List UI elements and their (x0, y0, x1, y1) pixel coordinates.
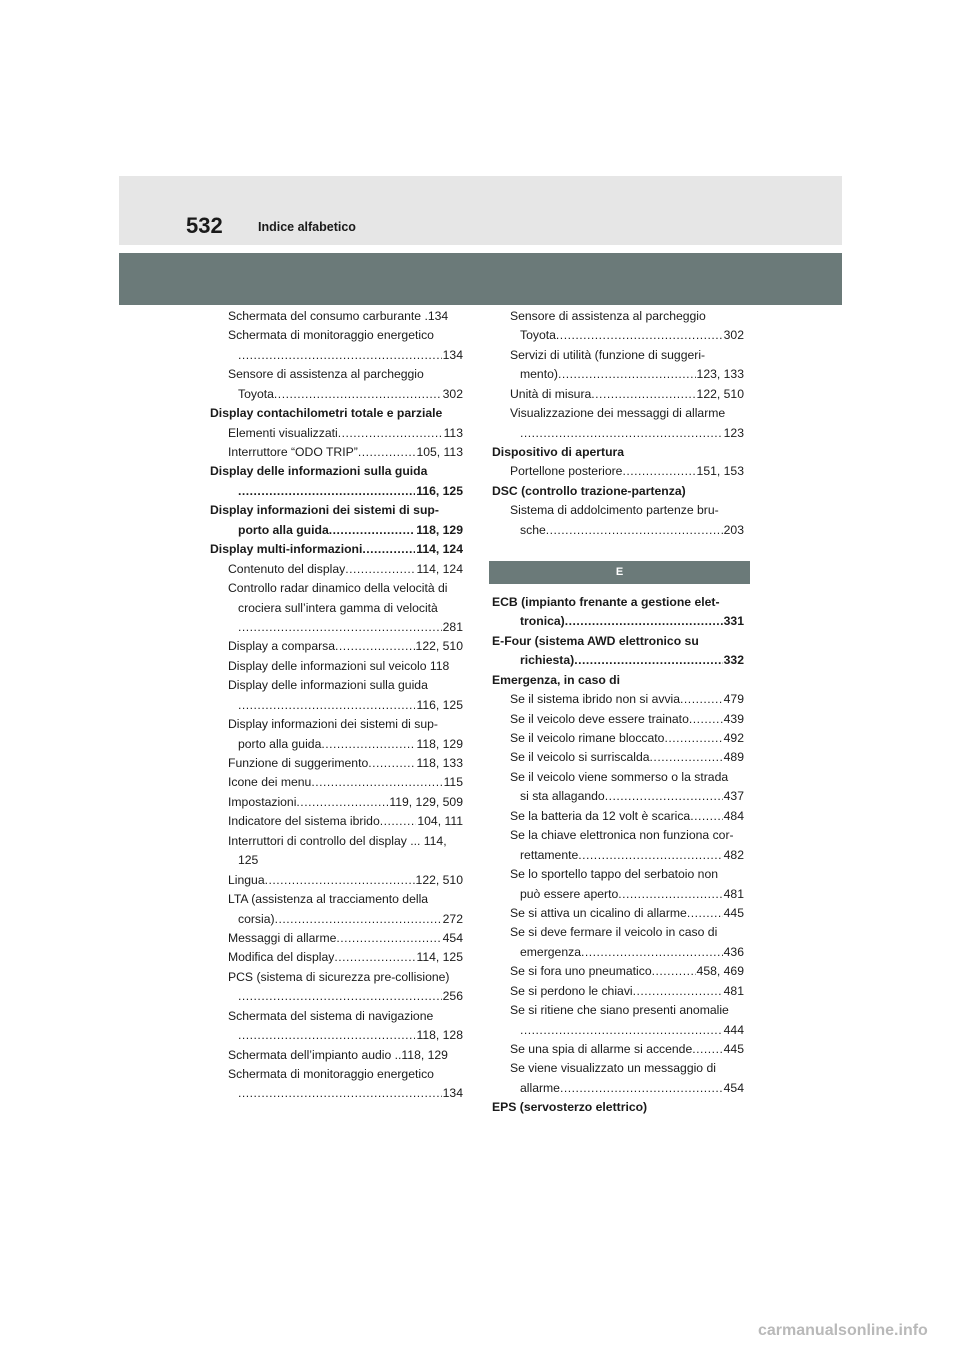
index-entry (210, 890, 463, 909)
index-entry-pages: 436 (723, 944, 744, 959)
index-entry-text: Se si ritiene che siano presenti anomalie (510, 1003, 729, 1018)
index-entry (210, 851, 463, 870)
index-entry-text: Display informazioni dei sistemi di sup- (210, 503, 439, 518)
index-entry-pages: 331 (723, 614, 744, 629)
index-entry-text: Se si attiva un cicalino di allarme (510, 905, 687, 920)
index-entry (210, 968, 463, 987)
index-entry (210, 365, 463, 384)
index-entry (210, 540, 463, 559)
index-entry-pages: 482 (723, 847, 744, 862)
index-entry-pages: 489 (723, 750, 744, 765)
index-entry-text: Se il veicolo rimane bloccato (510, 731, 665, 746)
index-entry (492, 404, 744, 423)
index-entry-text: porto alla guida (238, 522, 329, 537)
index-entry (492, 326, 744, 345)
index-entry (210, 735, 463, 754)
index-entry (492, 729, 744, 748)
index-entry (210, 871, 463, 890)
index-entry-text: Se una spia di allarme si accende (510, 1042, 693, 1057)
section-title: Indice alfabetico (258, 220, 356, 234)
dot-leader (565, 612, 723, 631)
index-entry-text: ECB (impianto frenante a gestione elet- (492, 594, 720, 609)
dot-leader (238, 618, 442, 637)
index-entry-text: Contenuto del display (228, 561, 346, 576)
dot-leader (605, 787, 723, 806)
header-bar (119, 176, 842, 245)
dot-leader (622, 463, 695, 482)
index-entry (210, 948, 463, 967)
index-entry-text: EPS (servosterzo elettrico) (492, 1100, 648, 1115)
index-entry (210, 774, 463, 793)
index-entry-pages: 118, 128 (416, 1028, 463, 1043)
index-entry (210, 618, 463, 637)
dot-leader (311, 774, 442, 793)
index-entry (210, 521, 463, 540)
index-entry-text: si sta allagando (520, 789, 605, 804)
index-entry (492, 962, 744, 981)
index-entry-text: crociera sull’intera gamma di velocità (238, 600, 438, 615)
index-entry-pages: 115 (443, 775, 463, 790)
index-entry-pages: 118, 129 (416, 736, 463, 751)
index-entry-pages: 481 (723, 886, 744, 901)
index-entry (210, 910, 463, 929)
index-entry-text: corsia) (238, 911, 275, 926)
index-entry (210, 404, 463, 423)
index-entry-text: Toyota (238, 386, 274, 401)
index-entry-text: Modifica del display (228, 950, 335, 965)
watermark: carmanualsonline.info (758, 1322, 928, 1339)
index-entry (210, 676, 463, 695)
index-entry-pages: 479 (723, 692, 744, 707)
dot-leader (238, 696, 415, 715)
index-entry-pages: 134 (442, 1086, 463, 1101)
index-entry-pages: 444 (723, 1022, 744, 1037)
index-entry (492, 846, 744, 865)
index-column-right-bottom (492, 593, 744, 1118)
index-entry (492, 1021, 744, 1040)
index-entry-text: Se si perdono le chiavi (510, 983, 633, 998)
index-entry (492, 671, 744, 690)
index-entry-pages: 445 (723, 905, 744, 920)
index-entry-text: Se si fora uno pneumatico (510, 964, 652, 979)
index-entry-pages: 118, 129 (416, 522, 463, 537)
index-entry (210, 346, 463, 365)
dot-leader (633, 982, 723, 1001)
index-entry-text: può essere aperto (520, 886, 619, 901)
index-entry-pages: 445 (723, 1042, 744, 1057)
dot-leader (335, 637, 415, 656)
index-entry-pages: 114, 124 (416, 561, 463, 576)
index-entry (210, 1046, 463, 1065)
index-entry-text: Indicatore del sistema ibrido (228, 814, 380, 829)
index-entry-pages: 481 (723, 983, 744, 998)
index-entry (210, 637, 463, 656)
index-entry (492, 787, 744, 806)
index-entry-pages: 439 (723, 711, 744, 726)
index-entry (210, 832, 463, 851)
index-entry-pages: 256 (442, 989, 463, 1004)
dot-leader (556, 326, 723, 345)
index-entry-text: Se il sistema ibrido non si avvia (510, 692, 681, 707)
dot-leader (238, 1026, 415, 1045)
index-entry-text: Se si deve fermare il veicolo in caso di (510, 925, 718, 940)
index-entry-pages: 113 (443, 425, 463, 440)
index-entry-text: Lingua (228, 872, 265, 887)
index-entry (492, 904, 744, 923)
index-entry-pages: 123, 133 (696, 367, 744, 382)
index-entry (210, 326, 463, 345)
index-entry-text: Sistema di addolcimento partenze bru- (510, 503, 719, 518)
index-entry-text: Se la batteria da 12 volt è scarica (510, 808, 691, 823)
index-entry-text: Visualizzazione dei messaggi di allarme (510, 406, 726, 421)
index-entry (492, 1001, 744, 1020)
index-entry-text: PCS (sistema di sicurezza pre-collisione) (228, 969, 450, 984)
index-entry (492, 651, 744, 670)
dot-leader (546, 521, 723, 540)
index-entry (492, 885, 744, 904)
dot-leader (591, 385, 695, 404)
dot-leader (238, 1085, 442, 1104)
dot-leader (650, 749, 723, 768)
index-entry-pages: 105, 113 (416, 445, 463, 460)
dot-leader (581, 943, 723, 962)
index-entry-text: porto alla guida (238, 736, 322, 751)
index-entry (492, 710, 744, 729)
index-entry (210, 599, 463, 618)
index-entry-pages: 118, 133 (416, 756, 463, 771)
index-column-right-top (492, 307, 744, 540)
index-entry (492, 346, 744, 365)
index-entry-pages: 332 (723, 653, 744, 668)
index-entry-pages: 122, 510 (415, 639, 463, 654)
dot-leader (334, 948, 415, 967)
letter-heading-e: E (489, 561, 750, 584)
index-entry-text: Unità di misura (510, 386, 592, 401)
index-entry-pages: 114, 125 (416, 950, 463, 965)
index-entry-pages: 119, 129, 509 (389, 794, 463, 809)
index-entry-pages: 114, 124 (416, 542, 463, 557)
index-entry-text: Interruttori di controllo del display ... 114, (228, 833, 447, 848)
dot-leader (265, 871, 415, 890)
dot-leader (664, 729, 722, 748)
header-band (119, 253, 842, 305)
dot-leader (560, 1079, 723, 1098)
index-entry (492, 690, 744, 709)
index-entry-pages: 151, 153 (696, 464, 744, 479)
index-entry-pages: 134 (442, 347, 463, 362)
index-entry-text: Se il veicolo si surriscalda (510, 750, 650, 765)
dot-leader (296, 793, 388, 812)
index-entry-text: Impostazioni (228, 794, 297, 809)
index-entry (492, 982, 744, 1001)
index-entry-text: emergenza (520, 944, 581, 959)
index-entry (492, 749, 744, 768)
index-entry (492, 826, 744, 845)
dot-leader (687, 904, 723, 923)
index-entry-pages: 122, 510 (415, 872, 463, 887)
dot-leader (520, 424, 723, 443)
index-entry (492, 501, 744, 520)
index-entry-text: LTA (assistenza al tracciamento della (228, 892, 429, 907)
index-entry-text: Se la chiave elettronica non funziona cor- (510, 828, 734, 843)
index-entry (210, 696, 463, 715)
index-entry-text: Messaggi di allarme (228, 930, 337, 945)
index-entry-text: Portellone posteriore (510, 464, 623, 479)
index-entry-text: tronica) (520, 614, 565, 629)
dot-leader (345, 560, 415, 579)
index-entry (492, 1060, 744, 1079)
index-entry-text: Emergenza, in caso di (492, 672, 621, 687)
index-entry (210, 463, 463, 482)
index-entry (210, 754, 463, 773)
index-entry-text: Display informazioni dei sistemi di sup- (228, 717, 438, 732)
index-entry-pages: 454 (723, 1080, 744, 1095)
index-entry-text: rettamente (520, 847, 579, 862)
index-entry-text: allarme (520, 1080, 560, 1095)
index-entry (492, 593, 744, 612)
index-entry-pages: 454 (442, 930, 463, 945)
index-entry-text: Controllo radar dinamico della velocità di (228, 581, 448, 596)
index-entry-text: Funzione di suggerimento (228, 756, 369, 771)
index-entry-text: Display contachilometri totale e parziale (210, 406, 443, 421)
index-entry (210, 1007, 463, 1026)
dot-leader (692, 1040, 722, 1059)
index-entry-text: sche (520, 522, 546, 537)
index-entry-text: Schermata di monitoraggio energetico (228, 328, 434, 343)
index-entry-text: richiesta) (520, 653, 575, 668)
index-entry (492, 807, 744, 826)
dot-leader (338, 424, 443, 443)
index-entry (492, 482, 744, 501)
index-entry (492, 1040, 744, 1059)
dot-leader (238, 482, 415, 501)
index-entry-text: Display delle informazioni sul veicolo 118 (228, 658, 450, 673)
index-entry-pages: 302 (723, 328, 744, 343)
index-entry-text: Se il veicolo viene sommerso o la strada (510, 769, 729, 784)
index-entry (492, 632, 744, 651)
dot-leader (574, 651, 722, 670)
dot-leader (618, 885, 722, 904)
index-entry (210, 1085, 463, 1104)
index-entry-text: Se viene visualizzato un messaggio di (510, 1061, 716, 1076)
dot-leader (380, 812, 417, 831)
index-entry-text: Schermata del sistema di navigazione (228, 1008, 434, 1023)
index-entry-pages: 484 (723, 808, 744, 823)
index-entry (210, 715, 463, 734)
index-entry (210, 385, 463, 404)
index-entry (210, 987, 463, 1006)
dot-leader (680, 690, 723, 709)
index-entry (492, 865, 744, 884)
index-column-left (210, 307, 463, 1104)
index-entry-text: mento) (520, 367, 558, 382)
index-entry (492, 463, 744, 482)
index-entry (210, 482, 463, 501)
index-entry-pages: 281 (442, 619, 463, 634)
index-entry (210, 560, 463, 579)
index-entry-text: DSC (controllo trazione-partenza) (492, 483, 686, 498)
index-entry-text: Dispositivo di apertura (492, 445, 625, 460)
dot-leader (652, 962, 696, 981)
index-entry (210, 793, 463, 812)
index-entry (210, 929, 463, 948)
dot-leader (329, 521, 415, 540)
dot-leader (274, 385, 442, 404)
index-entry-text: Display delle informazioni sulla guida (210, 464, 428, 479)
dot-leader (689, 710, 723, 729)
index-entry-text: Display delle informazioni sulla guida (228, 678, 428, 693)
dot-leader (358, 443, 416, 462)
dot-leader (238, 346, 442, 365)
index-entry (492, 943, 744, 962)
index-entry-text: Toyota (520, 328, 556, 343)
index-entry-text: Schermata del consumo carburante .134 (228, 308, 449, 323)
index-entry (210, 812, 463, 831)
dot-leader (275, 910, 442, 929)
index-entry (492, 443, 744, 462)
dot-leader (238, 987, 442, 1006)
index-entry-pages: 122, 510 (696, 386, 744, 401)
index-entry-pages: 123 (723, 425, 744, 440)
index-entry (210, 443, 463, 462)
index-entry-text: Se il veicolo deve essere trainato (510, 711, 689, 726)
index-entry (210, 1026, 463, 1045)
index-entry-pages: 116, 125 (416, 483, 463, 498)
index-entry-text: Display a comparsa (228, 639, 336, 654)
dot-leader (368, 754, 415, 773)
dot-leader (578, 846, 722, 865)
index-entry-text: E-Four (sistema AWD elettronico su (492, 633, 699, 648)
dot-leader (336, 929, 441, 948)
index-entry-pages: 116, 125 (416, 697, 463, 712)
index-entry-text: 125 (238, 853, 259, 868)
index-entry-pages: 203 (723, 522, 744, 537)
dot-leader (558, 365, 696, 384)
index-entry-pages: 437 (723, 789, 744, 804)
index-entry (210, 657, 463, 676)
index-entry (210, 501, 463, 520)
index-entry-text: Elementi visualizzati (228, 425, 338, 440)
page-number: 532 (186, 213, 223, 238)
index-entry-text: Schermata di monitoraggio energetico (228, 1067, 434, 1082)
index-entry-pages: 104, 111 (417, 814, 463, 829)
index-entry-text: Interruttore “ODO TRIP” (228, 445, 358, 460)
index-entry (210, 579, 463, 598)
index-entry (492, 521, 744, 540)
index-entry (492, 923, 744, 942)
index-entry (492, 424, 744, 443)
dot-leader (321, 735, 415, 754)
index-entry-text: Display multi-informazioni (210, 542, 363, 557)
index-entry-pages: 272 (442, 911, 463, 926)
index-entry (210, 424, 463, 443)
index-entry (492, 612, 744, 631)
index-entry-pages: 302 (442, 386, 463, 401)
index-entry (492, 385, 744, 404)
index-entry (210, 307, 463, 326)
index-entry-text: Schermata dell’impianto audio ..118, 129 (228, 1047, 448, 1062)
index-entry (492, 365, 744, 384)
dot-leader (362, 540, 415, 559)
dot-leader (690, 807, 722, 826)
index-entry (492, 1098, 744, 1117)
index-entry (210, 1065, 463, 1084)
index-entry (492, 1079, 744, 1098)
index-entry-text: Icone dei menu (228, 775, 312, 790)
index-entry (492, 768, 744, 787)
index-entry-pages: 458, 469 (696, 964, 744, 979)
index-entry-text: Sensore di assistenza al parcheggio (510, 308, 706, 323)
index-entry-text: Sensore di assistenza al parcheggio (228, 367, 424, 382)
index-entry-pages: 492 (723, 731, 744, 746)
index-entry-text: Servizi di utilità (funzione di suggeri- (510, 347, 706, 362)
index-entry-text: Se lo sportello tappo del serbatoio non (510, 867, 719, 882)
index-entry (492, 307, 744, 326)
dot-leader (520, 1021, 723, 1040)
